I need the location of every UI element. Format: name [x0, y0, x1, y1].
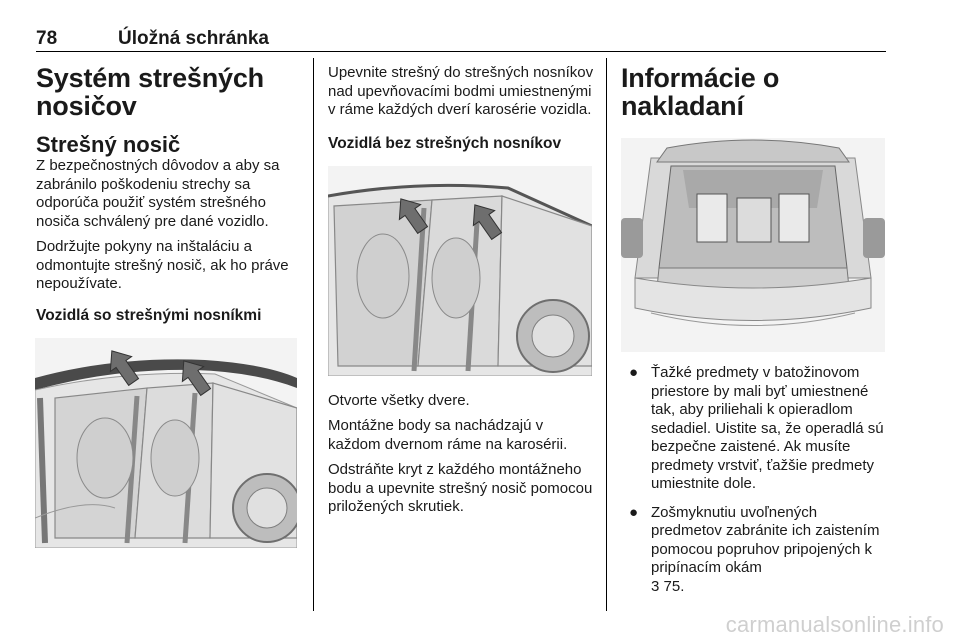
column-divider-1	[313, 58, 314, 611]
loading-tips-list	[621, 364, 887, 596]
paragraph: Dodržujte pokyny na inštaláciu a odmontujte strešný nosič, ak ho práve nepoužívate.	[36, 238, 289, 292]
paragraph: Otvorte všetky dvere.	[328, 391, 470, 409]
paragraph: Upevnite strešný do strešných nosníkov nad upevňovacími bodmi umiestnenými v ráme každých dverí karosérie vozidla.	[328, 64, 594, 118]
subsection-heading: Strešný nosič	[36, 132, 181, 157]
list-item-text: Ťažké predmety v batožinovom priestore by mali byť umiestnené tak, aby priliehali k opieradlom sedadiel. Uistite sa, že operadlá sú bezpečne zaistené. Ak musíte predmety vrstviť, ťažšie predmety umiestnite dole.	[651, 364, 884, 492]
column-1	[36, 64, 298, 548]
column-divider-2	[606, 58, 607, 611]
bullet-icon: ●	[629, 364, 639, 381]
column-2	[328, 64, 594, 524]
paragraph: Montážne body sa nachádzajú v každom dvernom ráme na karosérii.	[328, 417, 568, 453]
column-3	[621, 64, 887, 606]
list-item-text: Zošmyknutiu uvoľnených predmetov zabránite ich zaistením pomocou popruhov pripojených k pripínacím okám	[651, 503, 880, 576]
page-reference-icon: 3	[651, 577, 660, 595]
paragraph: Z bezpečnostných dôvodov a aby sa zabránilo poškodeniu strechy sa odporúča použiť systém strešného nosiča schválený pre dané vozidlo.	[36, 157, 280, 230]
section-heading: Systém strešných nosičov	[36, 63, 264, 121]
figure-roof-rails	[35, 338, 297, 548]
subsection-title: Vozidlá so strešnými nosníkmi	[36, 306, 262, 324]
figure-no-roof-rails	[328, 166, 592, 376]
page-number: 78	[36, 28, 58, 49]
chapter-title: Úložná schránka	[118, 28, 269, 49]
list-item	[621, 504, 887, 597]
page-reference[interactable]: 75.	[663, 577, 685, 595]
watermark: carmanualsonline.info	[725, 612, 944, 637]
page-header	[36, 28, 886, 50]
paragraph: Odstráňte kryt z každého montážneho bodu a upevnite strešný nosič pomocou priložených skrutiek.	[328, 461, 593, 515]
header-rule	[36, 51, 886, 52]
list-item	[621, 364, 887, 494]
figure-loading	[621, 138, 885, 352]
bullet-icon: ●	[629, 503, 639, 521]
subsection-title: Vozidlá bez strešných nosníkov	[328, 134, 562, 152]
section-heading: Informácie o nakladaní	[621, 63, 780, 121]
